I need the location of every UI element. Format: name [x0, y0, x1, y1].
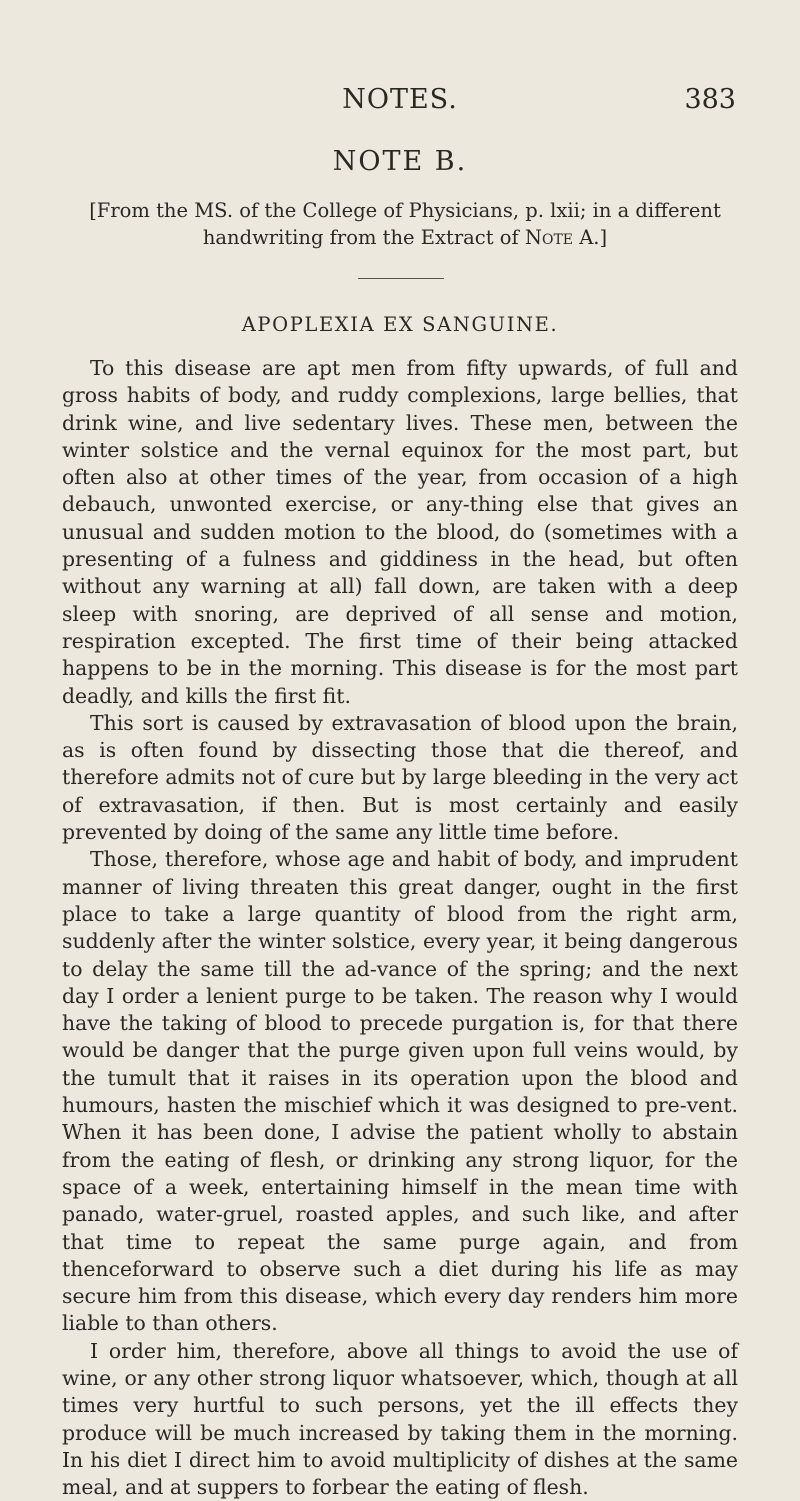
source-note-text-before: [From the MS. of the College of Physicians, p. lxii; in a different handwriting from the Extract of: [89, 199, 721, 249]
source-note-ref: Note: [524, 226, 574, 249]
source-note-text-after: A.]: [573, 226, 608, 249]
paragraph: To this disease are apt men from fifty upwards, of full and gross habits of body, and ruddy complexions, large bellies, that drink wine, and live sedentary lives. These men, between the winter solstice and the vernal equinox for the most part, but often also at other times of the year, from occasion of a high debauch, unwonted exercise, or any-thing else that gives an unusual and sudden motion to the blood, do (sometimes with a presenting of a fulness and giddiness in the head, but often without any warning at all) fall down, are taken with a deep sleep with snoring, are deprived of all sense and motion, respiration excepted. The first time of their being attacked happens to be in the morning. This disease is for the most part deadly, and kills the first fit.: [62, 356, 738, 708]
paragraph: This sort is caused by extravasation of blood upon the brain, as is often found by dissecting those that die thereof, and therefore admits not of cure but by large bleeding in the very act of extravasation, if then. But is most certainly and easily prevented by doing of the same any little time before.: [62, 710, 738, 845]
paragraph: Those, therefore, whose age and habit of body, and imprudent manner of living threaten this great danger, ought in the first place to take a large quantity of blood from the right arm, suddenly after the winter solstice, every year, it being dangerous to delay the same till the ad-vance of the spring; and the next day I order a lenient purge to be taken. The reason why I would have the taking of blood to precede purgation is, for that there would be danger that the purge given upon full veins would, by the tumult that it raises in its operation upon the blood and humours, hasten the mischief which it was designed to pre-vent. When it has been done, I advise the patient wholly to abstain from the eating of flesh, or drinking any strong liquor, for the space of a week, entertaining himself in the mean time with panado, water-gruel, roasted apples, and such like, and after that time to repeat the same purge again, and from thenceforward to observe such a diet during his life as may secure him from this disease, which every day renders him more liable to than others.: [62, 847, 738, 1336]
running-head: NOTES.: [342, 84, 458, 115]
note-title: NOTE B.: [332, 146, 468, 177]
body-text: [62, 355, 738, 1501]
section-divider: [358, 278, 444, 279]
page-header: [0, 84, 800, 124]
source-note: [74, 197, 736, 251]
paragraph: I order him, therefore, above all things to avoid the use of wine, or any other strong liquor whatsoever, which, though at all times very hurtful to such persons, yet the ill effects they produce will be much increased by taking them in the morning. In his diet I direct him to avoid multiplicity of dishes at the same meal, and at suppers to forbear the eating of flesh.: [62, 1338, 738, 1500]
page-number: 383: [684, 84, 736, 115]
section-title: APOPLEXIA EX SANGUINE.: [241, 313, 559, 336]
